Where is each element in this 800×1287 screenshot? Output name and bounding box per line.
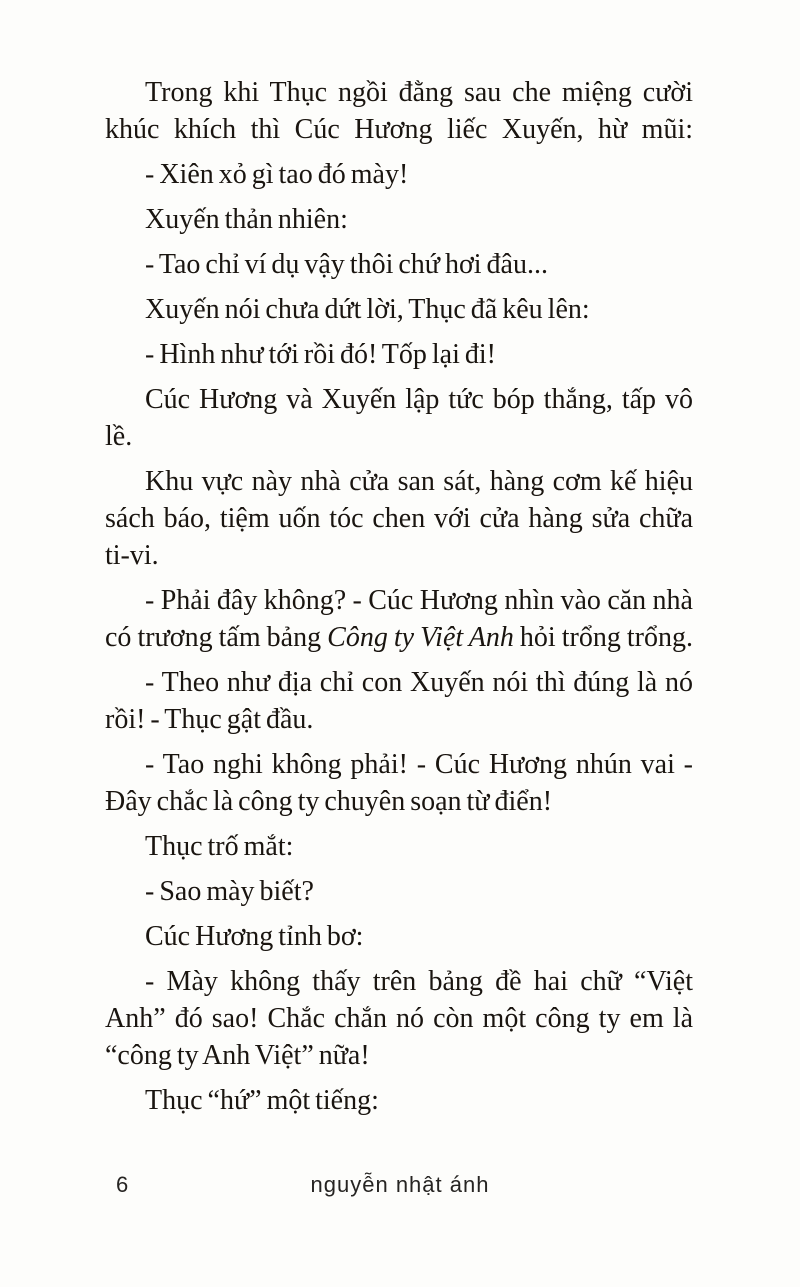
text-line bbox=[105, 582, 693, 619]
paragraph bbox=[105, 246, 693, 283]
paragraph bbox=[105, 381, 693, 455]
text-line bbox=[105, 291, 693, 328]
paragraph bbox=[105, 664, 693, 738]
paragraph bbox=[105, 336, 693, 373]
page-footer bbox=[0, 1172, 800, 1202]
text-line bbox=[105, 873, 693, 910]
paragraph bbox=[105, 74, 693, 148]
italic-text-run: Công ty Việt Anh bbox=[327, 622, 514, 653]
paragraph bbox=[105, 746, 693, 820]
page-number: 6 bbox=[116, 1172, 129, 1197]
text-line bbox=[105, 111, 693, 148]
paragraph bbox=[105, 291, 693, 328]
paragraph bbox=[105, 918, 693, 955]
text-run: Trong khi Thục ngồi đằng sau che miệng cười bbox=[145, 77, 693, 108]
paragraph bbox=[105, 963, 693, 1074]
text-run: rồi! - Thục gật đầu. bbox=[105, 704, 314, 735]
text-run: Thục “hứ” một tiếng: bbox=[145, 1085, 379, 1116]
text-line bbox=[105, 701, 693, 738]
text-run: - Xiên xỏ gì tao đó mày! bbox=[145, 159, 409, 190]
text-run: ti-vi. bbox=[105, 540, 159, 571]
text-line bbox=[105, 918, 693, 955]
text-run: Thục trố mắt: bbox=[145, 831, 294, 862]
paragraph bbox=[105, 873, 693, 910]
text-run: - Theo như địa chỉ con Xuyến nói thì đúng là nó bbox=[145, 667, 693, 698]
text-line bbox=[105, 1000, 693, 1037]
text-line bbox=[105, 1037, 693, 1074]
text-line bbox=[105, 963, 693, 1000]
text-run: Đây chắc là công ty chuyên soạn từ điển! bbox=[105, 786, 553, 817]
text-run: khúc khích thì Cúc Hương liếc Xuyến, hừ mũi: bbox=[105, 114, 693, 145]
text-run: “công ty Anh Việt” nữa! bbox=[105, 1040, 370, 1071]
text-line bbox=[105, 74, 693, 111]
text-line bbox=[105, 783, 693, 820]
text-line bbox=[105, 246, 693, 283]
text-line bbox=[105, 746, 693, 783]
text-line bbox=[105, 500, 693, 537]
text-run: Xuyến nói chưa dứt lời, Thục đã kêu lên: bbox=[145, 294, 590, 325]
paragraph bbox=[105, 201, 693, 238]
text-line bbox=[105, 1082, 693, 1119]
text-run: - Sao mày biết? bbox=[145, 876, 314, 907]
text-run: Xuyến thản nhiên: bbox=[145, 204, 348, 235]
paragraph bbox=[105, 828, 693, 865]
text-line bbox=[105, 418, 693, 455]
paragraph bbox=[105, 1082, 693, 1119]
paragraph bbox=[105, 156, 693, 193]
paragraph bbox=[105, 463, 693, 574]
text-run: - Hình như tới rồi đó! Tốp lại đi! bbox=[145, 339, 496, 370]
text-line bbox=[105, 156, 693, 193]
text-line bbox=[105, 201, 693, 238]
text-line bbox=[105, 664, 693, 701]
text-run: Cúc Hương tỉnh bơ: bbox=[145, 921, 364, 952]
page-body bbox=[105, 74, 693, 1127]
text-line bbox=[105, 828, 693, 865]
paragraph bbox=[105, 582, 693, 656]
text-run: có trương tấm bảng bbox=[105, 622, 328, 653]
text-line bbox=[105, 336, 693, 373]
text-run: - Tao nghi không phải! - Cúc Hương nhún vai - bbox=[145, 749, 693, 780]
text-line bbox=[105, 381, 693, 418]
running-footer-author: nguyễn nhật ánh bbox=[310, 1172, 490, 1197]
text-run: hỏi trổng trổng. bbox=[513, 622, 693, 653]
text-line bbox=[105, 619, 693, 656]
text-run: lề. bbox=[105, 421, 133, 452]
text-line bbox=[105, 537, 693, 574]
text-run: Khu vực này nhà cửa san sát, hàng cơm kế hiệu bbox=[145, 466, 693, 497]
text-line bbox=[105, 463, 693, 500]
text-run: - Tao chỉ ví dụ vậy thôi chứ hơi đâu... bbox=[145, 249, 548, 280]
text-run: - Phải đây không? - Cúc Hương nhìn vào căn nhà bbox=[145, 585, 693, 616]
text-run: Anh” đó sao! Chắc chắn nó còn một công ty em là bbox=[105, 1003, 693, 1034]
text-run: sách báo, tiệm uốn tóc chen với cửa hàng sửa chữa bbox=[105, 503, 693, 534]
text-run: - Mày không thấy trên bảng đề hai chữ “Việt bbox=[145, 966, 693, 997]
text-run: Cúc Hương và Xuyến lập tức bóp thắng, tấp vô bbox=[145, 384, 693, 415]
